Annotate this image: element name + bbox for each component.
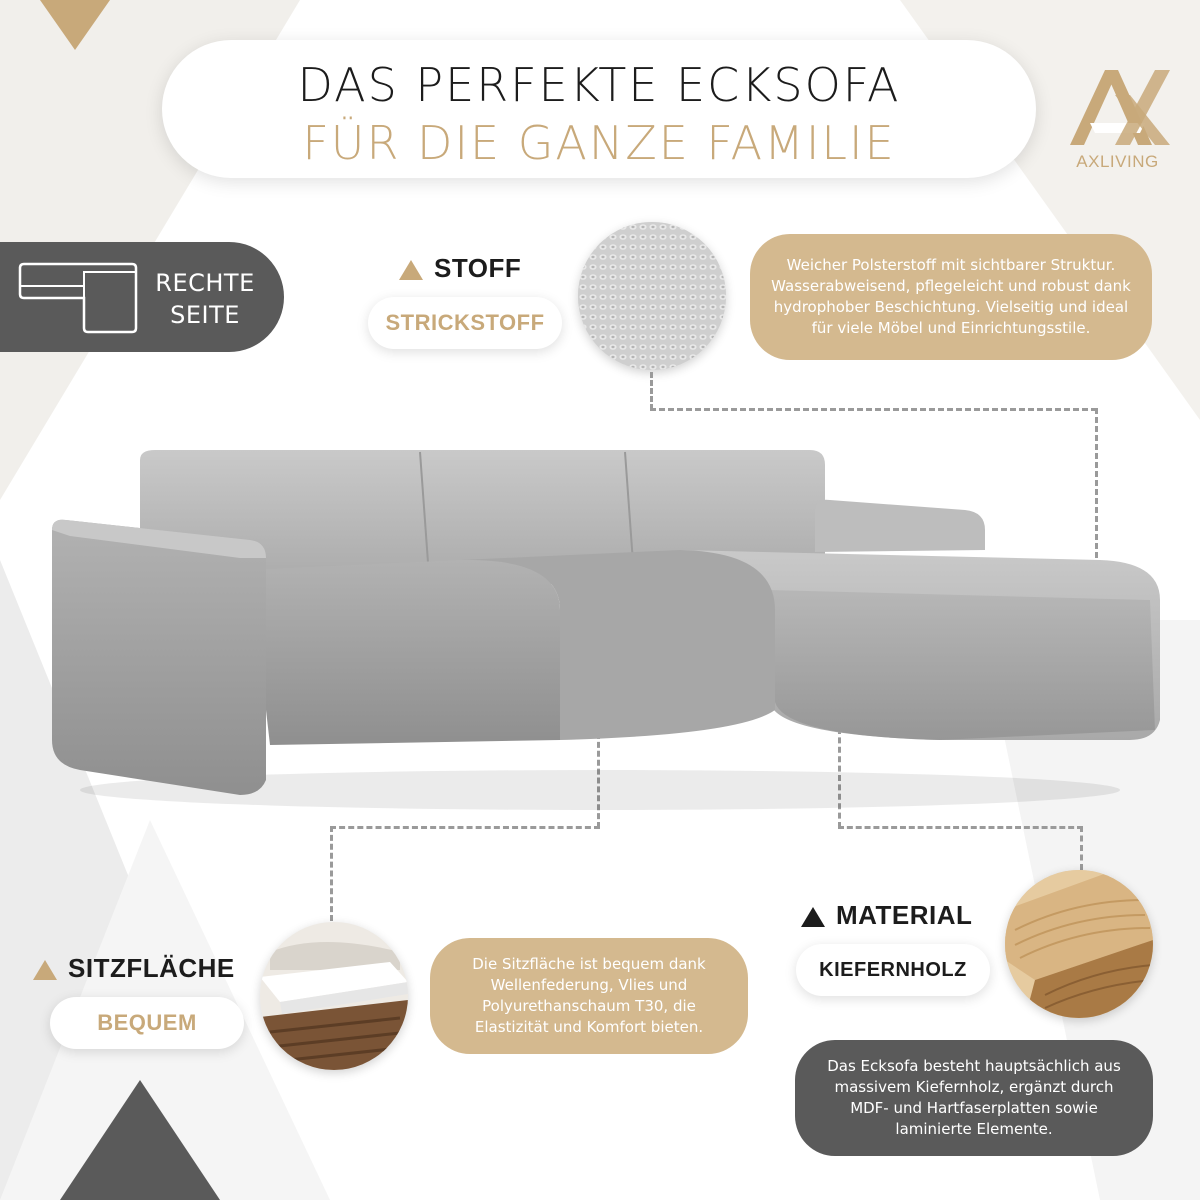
connector-line (650, 372, 653, 410)
triangle-black-icon (800, 906, 826, 928)
stoff-description: Weicher Polsterstoff mit sichtbarer Struktur. Wasserabweisend, pflegeleicht und robust dank hydrophober Beschichtung. Vielseitig und ideal für viele Möbel und Einrichtungsstile. (750, 234, 1152, 360)
title-line-1: DAS PERFEKTE ECKSOFA (297, 58, 901, 112)
seat-layers-image (260, 922, 408, 1070)
material-description: Das Ecksofa besteht hauptsächlich aus massivem Kiefernholz, ergänzt durch MDF- und Hartfaserplatten sowie laminierte Elemente. (795, 1040, 1153, 1156)
fabric-texture-icon (578, 222, 726, 370)
connector-line (330, 826, 333, 921)
triangle-gold-icon (398, 259, 424, 281)
connector-line (650, 408, 1097, 411)
connector-line (838, 826, 1083, 829)
sitzflaeche-description: Die Sitzfläche ist bequem dank Wellenfederung, Vlies und Polyurethanschaum T30, die Elastizität und Komfort bieten. (430, 938, 748, 1054)
knit-fabric-swatch (578, 222, 726, 370)
connector-line (1080, 826, 1083, 870)
orientation-label: RECHTE SEITE (155, 269, 255, 329)
brand-name: AXLIVING (1076, 152, 1159, 171)
corner-sofa-right-icon (16, 262, 140, 334)
wood-block-icon (1005, 870, 1153, 1018)
sitzflaeche-tag: BEQUEM (50, 997, 244, 1049)
title-line-2: FÜR DIE GANZE FAMILIE (302, 116, 896, 170)
material-tag: KIEFERNHOLZ (796, 944, 990, 996)
corner-sofa-image (40, 440, 1170, 820)
seat-foam-layers-icon (260, 922, 408, 1070)
stoff-tag: STRICKSTOFF (368, 297, 562, 349)
material-heading: MATERIAL (800, 900, 972, 931)
pine-wood-image (1005, 870, 1153, 1018)
sitzflaeche-heading: SITZFLÄCHE (32, 953, 235, 984)
triangle-gold-icon (32, 959, 58, 981)
title-pill (162, 40, 1036, 178)
stoff-heading: STOFF (398, 253, 521, 284)
orientation-tab (0, 242, 284, 352)
connector-line (330, 826, 600, 829)
